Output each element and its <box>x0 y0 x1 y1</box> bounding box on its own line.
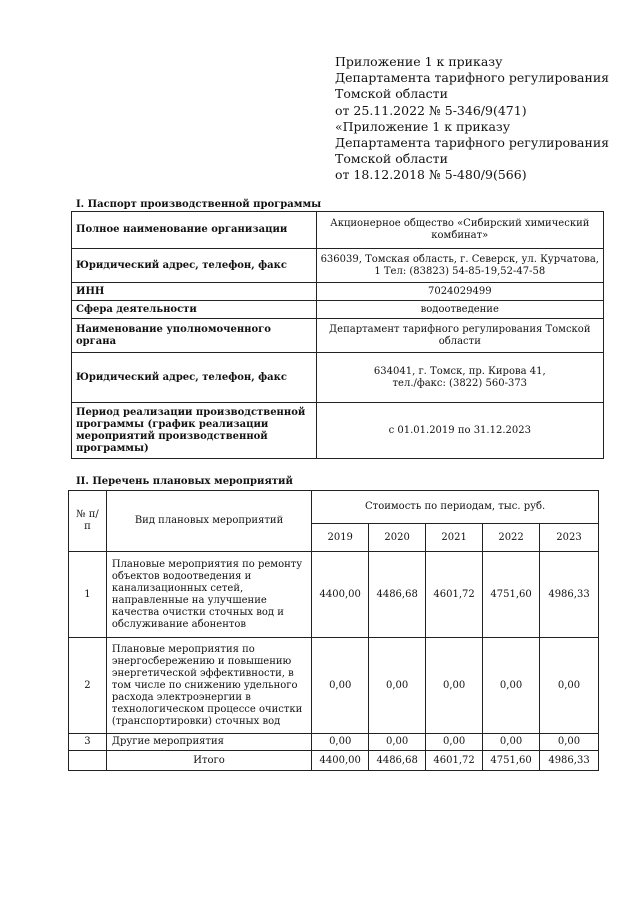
passport-value <box>316 212 603 249</box>
passport-row <box>72 403 604 459</box>
header-line: от 18.12.2018 № 5-480/9(566) <box>335 167 527 183</box>
passport-row <box>72 301 604 319</box>
row-value: 0,00 <box>369 638 426 734</box>
total-value: 4986,33 <box>540 751 599 771</box>
total-label: Итого <box>106 751 311 771</box>
passport-row <box>72 249 604 283</box>
row-value: 4986,33 <box>540 552 599 638</box>
row-value: 4400,00 <box>312 552 369 638</box>
total-empty-cell <box>69 751 107 771</box>
passport-label: Юридический адрес, телефон, факс <box>72 249 317 283</box>
header-line: от 25.11.2022 № 5-346/9(471) <box>335 102 527 118</box>
row-value: 0,00 <box>540 638 599 734</box>
row-activity: Плановые мероприятия по энергосбережению и повышению энергетической эффективности, в том числе по снижению удельного расхода электроэнергии в технологическом процессе очистки (транспортировки) сточных вод <box>106 638 311 734</box>
row-value: 4601,72 <box>426 552 483 638</box>
row-value: 0,00 <box>426 638 483 734</box>
total-value: 4751,60 <box>483 751 540 771</box>
value-line: области <box>438 335 481 347</box>
row-value: 0,00 <box>540 734 599 751</box>
header-line: Департамента тарифного регулирования <box>335 135 610 151</box>
year-header: 2021 <box>426 524 483 552</box>
header-line: «Приложение 1 к приказу <box>335 118 511 134</box>
total-value: 4400,00 <box>312 751 369 771</box>
passport-row <box>72 212 604 249</box>
header-line: Томской области <box>335 151 448 167</box>
value-line: 636039, Томская область, г. Северск, ул. Курчатова, <box>320 253 599 265</box>
row-value: 0,00 <box>369 734 426 751</box>
col-num-header: № п/п <box>69 491 107 552</box>
value-line: Департамент тарифного регулирования Томской <box>329 323 591 335</box>
year-header: 2022 <box>483 524 540 552</box>
row-value: 4486,68 <box>369 552 426 638</box>
row-value: 0,00 <box>312 734 369 751</box>
year-header: 2019 <box>312 524 369 552</box>
total-value: 4601,72 <box>426 751 483 771</box>
passport-value <box>316 283 603 301</box>
header-line: Приложение 1 к приказу <box>335 54 503 69</box>
passport-label: Наименование уполномоченного органа <box>72 319 317 353</box>
plan-title: II. Перечень плановых мероприятий <box>76 476 293 487</box>
value-line: водоотведение <box>420 303 499 315</box>
passport-row <box>72 353 604 403</box>
total-row <box>69 751 599 771</box>
row-activity: Другие мероприятия <box>106 734 311 751</box>
passport-label: Период реализации производственной программы (график реализации мероприятий производственной программы) <box>72 403 317 459</box>
row-num: 2 <box>69 638 107 734</box>
passport-label: Юридический адрес, телефон, факс <box>72 353 317 403</box>
row-value: 0,00 <box>483 638 540 734</box>
table-row <box>69 734 599 751</box>
value-line: с 01.01.2019 по 31.12.2023 <box>388 424 531 436</box>
passport-value <box>316 403 603 459</box>
row-value: 0,00 <box>426 734 483 751</box>
value-line: тел./факс: (3822) 560-373 <box>392 377 528 389</box>
passport-row <box>72 283 604 301</box>
table-row <box>69 552 599 638</box>
total-value: 4486,68 <box>369 751 426 771</box>
row-value: 4751,60 <box>483 552 540 638</box>
passport-label: ИНН <box>72 283 317 301</box>
passport-label: Сфера деятельности <box>72 301 317 319</box>
passport-value <box>316 319 603 353</box>
passport-value <box>316 249 603 283</box>
value-line: 7024029499 <box>427 285 492 297</box>
value-line: комбинат» <box>431 230 489 241</box>
value-line: Акционерное общество «Сибирский химический <box>330 218 590 229</box>
col-activity-header: Вид плановых мероприятий <box>106 491 311 552</box>
col-cost-header: Стоимость по периодам, тыс. руб. <box>312 491 599 524</box>
row-num: 3 <box>69 734 107 751</box>
passport-value <box>316 353 603 403</box>
value-line: 634041, г. Томск, пр. Кирова 41, <box>373 365 546 377</box>
plan-header-row <box>69 491 599 524</box>
passport-row <box>72 319 604 353</box>
passport-value <box>316 301 603 319</box>
year-header: 2020 <box>369 524 426 552</box>
row-num: 1 <box>69 552 107 638</box>
document-header <box>335 54 625 184</box>
row-value: 0,00 <box>312 638 369 734</box>
row-value: 0,00 <box>483 734 540 751</box>
year-header: 2023 <box>540 524 599 552</box>
passport-title: I. Паспорт производственной программы <box>76 199 322 210</box>
header-line: Департамента тарифного регулирования <box>335 70 610 86</box>
header-line: Томской области <box>335 86 448 102</box>
passport-label: Полное наименование организации <box>72 212 317 249</box>
row-activity: Плановые мероприятия по ремонту объектов водоотведения и канализационных сетей, направленные на улучшение качества очистки сточных вод и обслуживание абонентов <box>106 552 311 638</box>
passport-table <box>71 211 604 459</box>
table-row <box>69 638 599 734</box>
plan-table <box>68 490 599 771</box>
value-line: 1 Тел: (83823) 54-85-19,52-47-58 <box>374 265 546 277</box>
